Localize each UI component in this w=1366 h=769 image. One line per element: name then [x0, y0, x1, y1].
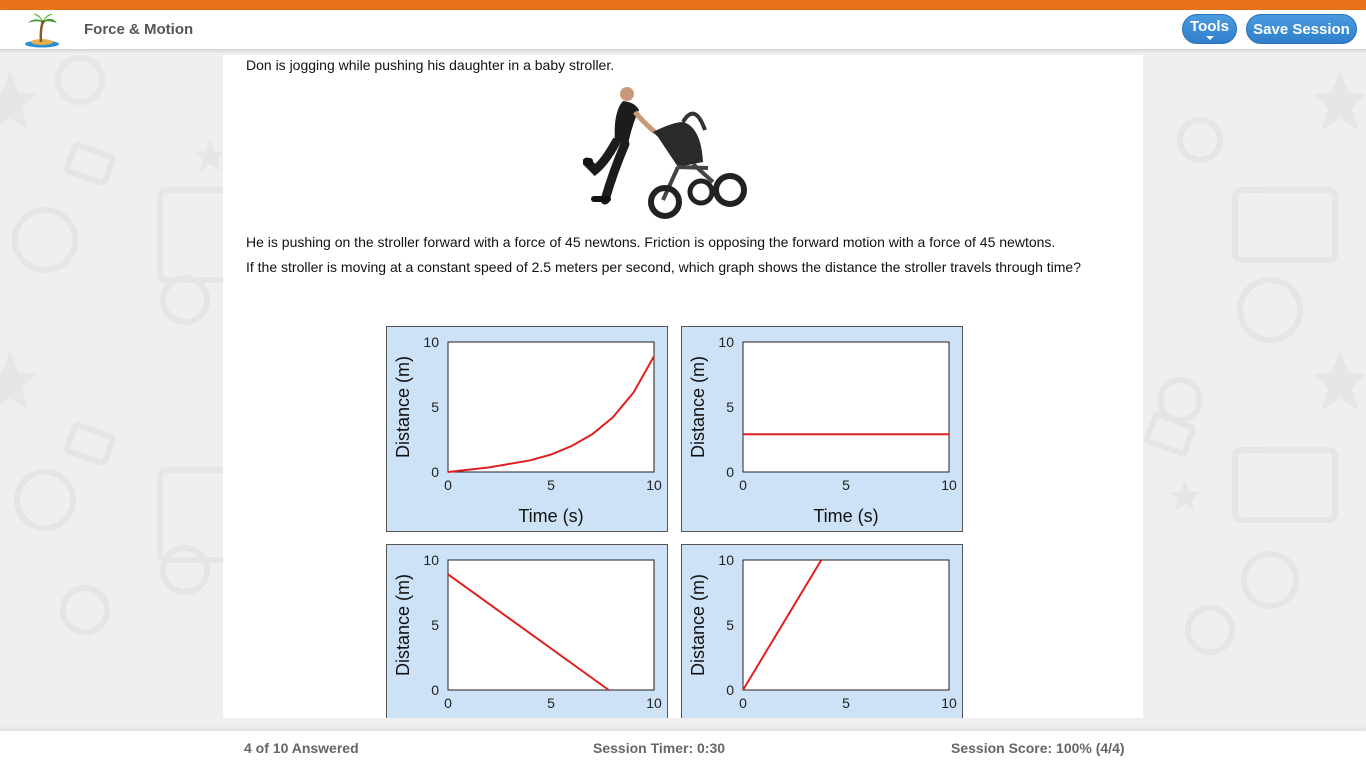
y-axis-label: Distance (m) — [393, 573, 413, 677]
plot-area — [743, 342, 949, 472]
distance-time-graph — [682, 545, 962, 718]
x-tick-label: 10 — [646, 695, 662, 711]
y-tick-label: 5 — [726, 617, 734, 633]
y-tick-label: 0 — [726, 682, 734, 698]
x-tick-label: 0 — [739, 477, 747, 493]
x-tick-label: 5 — [547, 477, 555, 493]
answer-choice-d[interactable] — [681, 544, 963, 718]
x-tick-label: 0 — [444, 695, 452, 711]
y-tick-label: 10 — [423, 552, 439, 568]
y-tick-label: 5 — [431, 617, 439, 633]
x-tick-label: 10 — [941, 477, 957, 493]
session-score: Session Score: 100% (4/4) — [951, 740, 1125, 756]
y-tick-label: 0 — [431, 464, 439, 480]
x-axis-label: Time (s) — [813, 506, 879, 526]
distance-time-graph — [387, 327, 667, 531]
app-header — [0, 10, 1366, 50]
x-tick-label: 10 — [941, 695, 957, 711]
answer-choice-b[interactable] — [681, 326, 963, 532]
caret-down-icon — [1206, 36, 1214, 40]
plot-area — [448, 560, 654, 690]
tools-label: Tools — [1190, 18, 1229, 35]
x-tick-label: 5 — [547, 695, 555, 711]
x-tick-label: 5 — [842, 477, 850, 493]
y-tick-label: 10 — [423, 334, 439, 350]
tools-button[interactable] — [1182, 14, 1237, 44]
session-timer: Session Timer: 0:30 — [593, 740, 726, 756]
save-session-button[interactable]: Save Session — [1246, 14, 1357, 44]
y-axis-label: Distance (m) — [688, 355, 708, 459]
distance-time-graph — [682, 327, 962, 531]
question-forces: He is pushing on the stroller forward with a force of 45 newtons. Friction is opposing the forward motion with a force of 45 newtons. — [246, 234, 1056, 250]
y-tick-label: 0 — [431, 682, 439, 698]
answer-choice-a[interactable] — [386, 326, 668, 532]
stroller-photo — [583, 82, 748, 220]
status-footer — [0, 730, 1366, 769]
y-tick-label: 10 — [718, 334, 734, 350]
plot-area — [448, 342, 654, 472]
top-accent-bar — [0, 0, 1366, 10]
plot-area — [743, 560, 949, 690]
question-intro: Don is jogging while pushing his daughter in a baby stroller. — [246, 57, 615, 73]
answer-choices — [386, 326, 966, 718]
y-tick-label: 10 — [718, 552, 734, 568]
x-tick-label: 0 — [444, 477, 452, 493]
distance-time-graph — [387, 545, 667, 718]
y-tick-label: 5 — [431, 399, 439, 415]
answered-count: 4 of 10 Answered — [244, 740, 359, 756]
palm-tree-logo-icon — [22, 12, 62, 48]
x-tick-label: 10 — [646, 477, 662, 493]
y-tick-label: 5 — [726, 399, 734, 415]
y-tick-label: 0 — [726, 464, 734, 480]
y-axis-label: Distance (m) — [688, 573, 708, 677]
x-tick-label: 0 — [739, 695, 747, 711]
x-axis-label: Time (s) — [518, 506, 584, 526]
x-tick-label: 5 — [842, 695, 850, 711]
question-panel — [223, 55, 1143, 718]
question-prompt: If the stroller is moving at a constant speed of 2.5 meters per second, which graph shows the distance the stroller travels through time? — [246, 259, 1081, 275]
answer-choice-c[interactable] — [386, 544, 668, 718]
y-axis-label: Distance (m) — [393, 355, 413, 459]
app-title: Force & Motion — [84, 21, 194, 38]
